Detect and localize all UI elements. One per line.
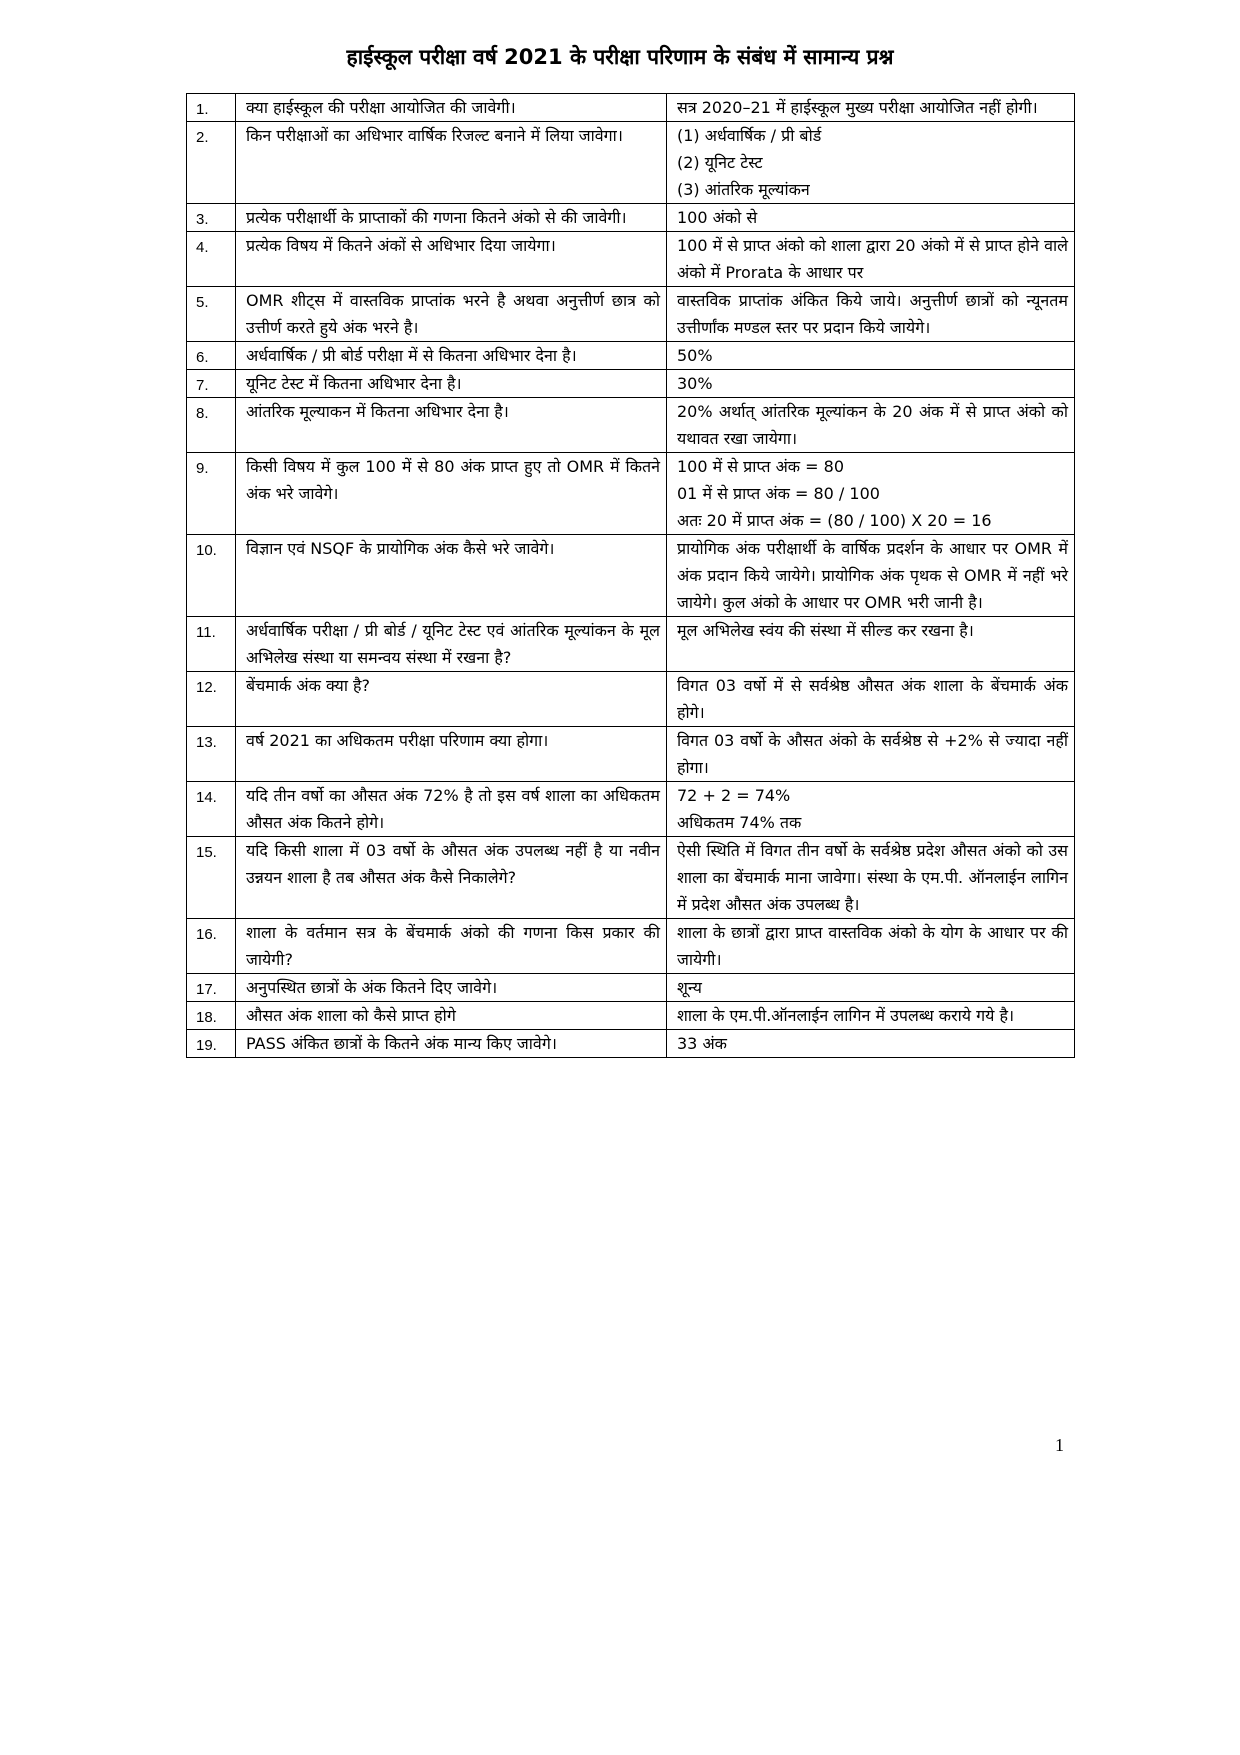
table-row [187,974,1075,1002]
answer-cell [667,1002,1075,1030]
table-row [187,782,1075,837]
answer-cell [667,727,1075,782]
answer-line: 33 अंक [677,1034,727,1053]
answer-cell [667,370,1075,398]
answer-cell [667,672,1075,727]
question-cell: किन परीक्षाओं का अधिभार वार्षिक रिजल्ट बनाने में लिया जावेगा। [236,122,667,204]
table-row [187,1002,1075,1030]
question-cell: PASS अंकित छात्रों के कितने अंक मान्य किए जावेगे। [236,1030,667,1058]
answer-line: (1) अर्धवार्षिक / प्री बोर्ड [677,126,822,145]
table-row [187,453,1075,535]
answer-line: 30% [677,374,713,393]
answer-cell [667,453,1075,535]
table-row [187,287,1075,342]
table-row [187,617,1075,672]
answer-cell [667,974,1075,1002]
answer-cell [667,342,1075,370]
answer-line: 100 में से प्राप्त अंको को शाला द्वारा 20 अंको में से प्राप्त होने वाले अंको में Prorata के आधार पर [677,236,1068,282]
table-row [187,232,1075,287]
row-number: 5. [187,287,236,342]
answer-line: 01 में से प्राप्त अंक = 80 / 100 [677,484,880,503]
answer-cell [667,204,1075,232]
table-row [187,94,1075,122]
row-number: 16. [187,919,236,974]
answer-line: प्रायोगिक अंक परीक्षार्थी के वार्षिक प्रदर्शन के आधार पर OMR में अंक प्रदान किये जायेगे। प्रायोगिक अंक पृथक से OMR में नहीं भरे जायेगे। कुल अंको के आधार पर OMR भरी जानी है। [677,539,1068,612]
answer-line: वास्तविक प्राप्तांक अंकित किये जाये। अनुत्तीर्ण छात्रों को न्यूनतम उत्तीर्णांक मण्डल स्तर पर प्रदान किये जायेगे। [677,291,1068,337]
question-cell: शाला के वर्तमान सत्र के बेंचमार्क अंको की गणना किस प्रकार की जायेगी? [236,919,667,974]
table-row [187,1030,1075,1058]
row-number: 18. [187,1002,236,1030]
table-row [187,370,1075,398]
row-number: 3. [187,204,236,232]
answer-line: (3) आंतरिक मूल्यांकन [677,180,810,199]
question-cell: OMR शीट्स में वास्तविक प्राप्तांक भरने है अथवा अनुत्तीर्ण छात्र को उत्तीर्ण करते हुये अंक भरने है। [236,287,667,342]
answer-line: 72 + 2 = 74% [677,786,791,805]
answer-line: 100 अंको से [677,208,758,227]
answer-cell [667,617,1075,672]
question-cell: विज्ञान एवं NSQF के प्रायोगिक अंक कैसे भरे जावेगे। [236,535,667,617]
answer-cell [667,1030,1075,1058]
question-cell: प्रत्येक विषय में कितने अंकों से अधिभार दिया जायेगा। [236,232,667,287]
answer-cell [667,782,1075,837]
row-number: 8. [187,398,236,453]
table-row [187,919,1075,974]
row-number: 6. [187,342,236,370]
answer-line: (2) यूनिट टेस्ट [677,153,763,172]
answer-cell [667,232,1075,287]
row-number: 2. [187,122,236,204]
question-cell: प्रत्येक परीक्षार्थी के प्राप्ताकों की गणना कितने अंको से की जावेगी। [236,204,667,232]
row-number: 15. [187,837,236,919]
table-row [187,342,1075,370]
row-number: 7. [187,370,236,398]
answer-line: ऐसी स्थिति में विगत तीन वर्षो के सर्वश्रेष्ठ प्रदेश औसत अंको को उस शाला का बेंचमार्क माना जावेगा। संस्था के एम.पी. ऑनलाईन लागिन में प्रदेश औसत अंक उपलब्ध है। [677,841,1068,914]
row-number: 4. [187,232,236,287]
question-cell: बेंचमार्क अंक क्या है? [236,672,667,727]
answer-line: 100 में से प्राप्त अंक = 80 [677,457,845,476]
answer-cell [667,94,1075,122]
table-row [187,122,1075,204]
question-cell: यदि किसी शाला में 03 वर्षो के औसत अंक उपलब्ध नहीं है या नवीन उन्नयन शाला है तब औसत अंक कैसे निकालेगे? [236,837,667,919]
row-number: 14. [187,782,236,837]
answer-line: 20% अर्थात् आंतरिक मूल्यांकन के 20 अंक में से प्राप्त अंको को यथावत रखा जायेगा। [677,402,1068,448]
question-cell: अर्धवार्षिक / प्री बोर्ड परीक्षा में से कितना अधिभार देना है। [236,342,667,370]
answer-cell [667,919,1075,974]
question-cell: क्या हाईस्कूल की परीक्षा आयोजित की जावेगी। [236,94,667,122]
faq-table [186,93,1075,1058]
table-row [187,837,1075,919]
answer-cell [667,287,1075,342]
row-number: 11. [187,617,236,672]
page-number: 1 [1055,1435,1064,1455]
answer-cell [667,122,1075,204]
table-row [187,672,1075,727]
question-cell: अर्धवार्षिक परीक्षा / प्री बोर्ड / यूनिट टेस्ट एवं आंतरिक मूल्यांकन के मूल अभिलेख संस्था या समन्वय संस्था में रखना है? [236,617,667,672]
answer-line: शून्य [677,978,702,997]
row-number: 9. [187,453,236,535]
answer-line: मूल अभिलेख स्वंय की संस्था में सील्ड कर रखना है। [677,621,974,640]
question-cell: यदि तीन वर्षो का औसत अंक 72% है तो इस वर्ष शाला का अधिकतम औसत अंक कितने होगे। [236,782,667,837]
row-number: 13. [187,727,236,782]
row-number: 12. [187,672,236,727]
answer-cell [667,837,1075,919]
table-row [187,727,1075,782]
answer-line: सत्र 2020–21 में हाईस्कूल मुख्य परीक्षा आयोजित नहीं होगी। [677,98,1038,117]
question-cell: आंतरिक मूल्याकन में कितना अधिभार देना है। [236,398,667,453]
answer-line: अतः 20 में प्राप्त अंक = (80 / 100) X 20 = 16 [677,511,992,530]
faq-table-body [187,94,1075,1058]
row-number: 10. [187,535,236,617]
answer-cell [667,398,1075,453]
answer-line: अधिकतम 74% तक [677,813,802,832]
answer-line: विगत 03 वर्षो में से सर्वश्रेष्ठ औसत अंक शाला के बेंचमार्क अंक होगे। [677,676,1068,722]
row-number: 19. [187,1030,236,1058]
table-row [187,204,1075,232]
question-cell: अनुपस्थित छात्रों के अंक कितने दिए जावेगे। [236,974,667,1002]
row-number: 17. [187,974,236,1002]
answer-line: विगत 03 वर्षो के औसत अंको के सर्वश्रेष्ठ से +2% से ज्यादा नहीं होगा। [677,731,1068,777]
answer-line: शाला के छात्रों द्वारा प्राप्त वास्तविक अंको के योग के आधार पर की जायेगी। [677,923,1068,969]
row-number: 1. [187,94,236,122]
answer-line: शाला के एम.पी.ऑनलाईन लागिन में उपलब्ध कराये गये है। [677,1006,1015,1025]
page-title: हाईस्कूल परीक्षा वर्ष 2021 के परीक्षा परिणाम के संबंध में सामान्य प्रश्न [346,45,894,69]
table-row [187,535,1075,617]
question-cell: वर्ष 2021 का अधिकतम परीक्षा परिणाम क्या होगा। [236,727,667,782]
question-cell: किसी विषय में कुल 100 में से 80 अंक प्राप्त हुए तो OMR में कितने अंक भरे जावेगे। [236,453,667,535]
answer-line: 50% [677,346,713,365]
question-cell: यूनिट टेस्ट में कितना अधिभार देना है। [236,370,667,398]
question-cell: औसत अंक शाला को कैसे प्राप्त होगे [236,1002,667,1030]
answer-cell [667,535,1075,617]
table-row [187,398,1075,453]
